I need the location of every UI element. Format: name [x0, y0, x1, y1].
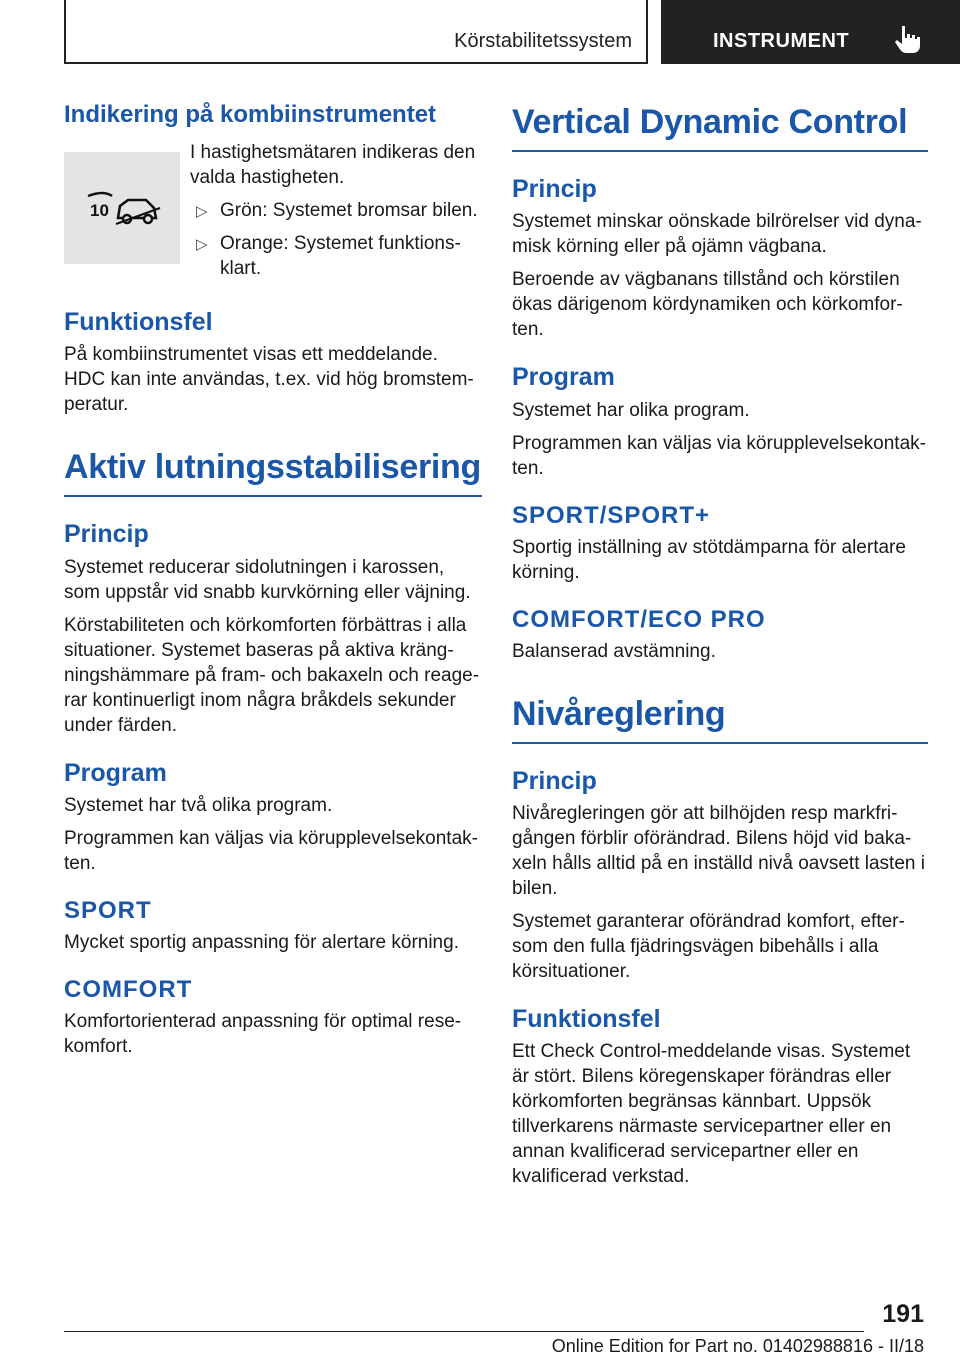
- fault-text: Ett Check Control-meddelande visas. Systemet är stört. Bilens köregenskaper förändras eller körkomforten begränsas kännbart. Uppsök tillverkarens närmaste servicepartner eller en annan kvalificerad servicepartner eller en kvalificerad verkstad.: [512, 1041, 911, 1188]
- footer-divider: [64, 1331, 864, 1332]
- hdc-speed-icon: [64, 152, 180, 264]
- sport-heading: SPORT/SPORT+: [512, 501, 711, 529]
- lean-stabilization-heading: Aktiv lutningsstabilisering: [64, 445, 482, 497]
- program-heading: Program: [64, 758, 167, 787]
- header-section-tab: [64, 0, 648, 64]
- indicator-heading: Indikering på kombiinstrumentet: [64, 101, 437, 128]
- header-chapter-tab: [661, 0, 960, 64]
- level-principle-heading: Princip: [512, 766, 597, 795]
- triangle-bullet-icon: ▷: [196, 203, 208, 220]
- comfort-text: Komfortorienterad anpassning för optimal resekomfort.: [64, 1010, 462, 1057]
- level-control-heading: Nivåreglering: [512, 692, 928, 744]
- comfort-text: Balanserad avstämning.: [512, 640, 716, 662]
- program-text-2: Programmen kan väljas via körupplevelsekontakten.: [64, 827, 478, 874]
- level-text-2: Systemet garanterar oförändrad komfort, eftersom den fulla fjädringsvägen bibehålls i alla körsituationer.: [512, 911, 905, 983]
- fault-text: På kombiinstrumentet visas ett meddelande. HDC kan inte användas, t.ex. vid hög bromstemperatur.: [64, 344, 474, 416]
- edition-text: Online Edition for Part no. 01402988816 - II/18: [551, 1336, 924, 1356]
- program-text-1: Systemet har olika program.: [512, 399, 750, 421]
- sport-text: Mycket sportig anpassning för alertare körning.: [64, 931, 459, 953]
- right-column: [512, 100, 928, 1197]
- indicator-body: [190, 140, 482, 281]
- sport-heading: SPORT: [64, 896, 152, 924]
- principle-text-2: Beroende av vägbanans tillstånd och körstilen ökas därigenom kördynamiken och körkomforten.: [512, 269, 903, 341]
- principle-text-2: Körstabiliteten och körkomforten förbättras i alla situationer. Systemet baseras på aktiva krängningshämmare på fram- och bakaxeln och reagerar kontinuerligt inom några bråkdels sekunder under färden.: [64, 614, 480, 736]
- sport-text: Sportig inställning av stötdämparna för alertare körning.: [512, 536, 906, 583]
- pointing-hand-icon: [893, 24, 921, 54]
- principle-heading: Princip: [64, 520, 149, 549]
- indicator-text: I hastighetsmätaren indikeras den valda hastigheten.: [190, 142, 476, 188]
- triangle-bullet-icon: ▷: [196, 236, 208, 253]
- program-text-2: Programmen kan väljas via körupplevelsekontakten.: [512, 432, 926, 479]
- left-column: [64, 100, 482, 1067]
- header-chapter-title: INSTRUMENT: [713, 30, 850, 52]
- indicator-list: [190, 198, 482, 281]
- indicator-icon-number: 10: [90, 201, 109, 220]
- program-text-1: Systemet har två olika program.: [64, 794, 333, 816]
- fault-heading: Funktionsfel: [512, 1005, 661, 1034]
- page-number: 191: [882, 1300, 924, 1328]
- header-section-title: Körstabilitetssystem: [454, 30, 632, 52]
- fault-heading: Funktionsfel: [64, 308, 213, 336]
- comfort-heading: COMFORT: [64, 975, 193, 1003]
- list-item: ▷ Grön: Systemet bromsar bilen.: [190, 198, 482, 223]
- level-text-1: Nivåregleringen gör att bilhöjden resp markfrigången förblir oförändrad. Bilens höjd vid bakaxeln hålls alltid på en inställd nivå oavsett lasten i bilen.: [512, 803, 925, 900]
- principle-text-1: Systemet minskar oönskade bilrörelser vid dynamisk körning eller på ojämn vägbana.: [512, 211, 922, 258]
- principle-heading: Princip: [512, 175, 597, 204]
- list-item: ▷ Orange: Systemet funktionsklart.: [196, 233, 461, 279]
- principle-text-1: Systemet reducerar sidolutningen i karossen, som uppstår vid snabb kurvkörning eller väjning.: [64, 556, 471, 603]
- comfort-heading: COMFORT/ECO PRO: [512, 605, 766, 633]
- indicator-image: [64, 152, 180, 264]
- program-heading: Program: [512, 363, 615, 392]
- vdc-heading: Vertical Dynamic Control: [512, 100, 928, 152]
